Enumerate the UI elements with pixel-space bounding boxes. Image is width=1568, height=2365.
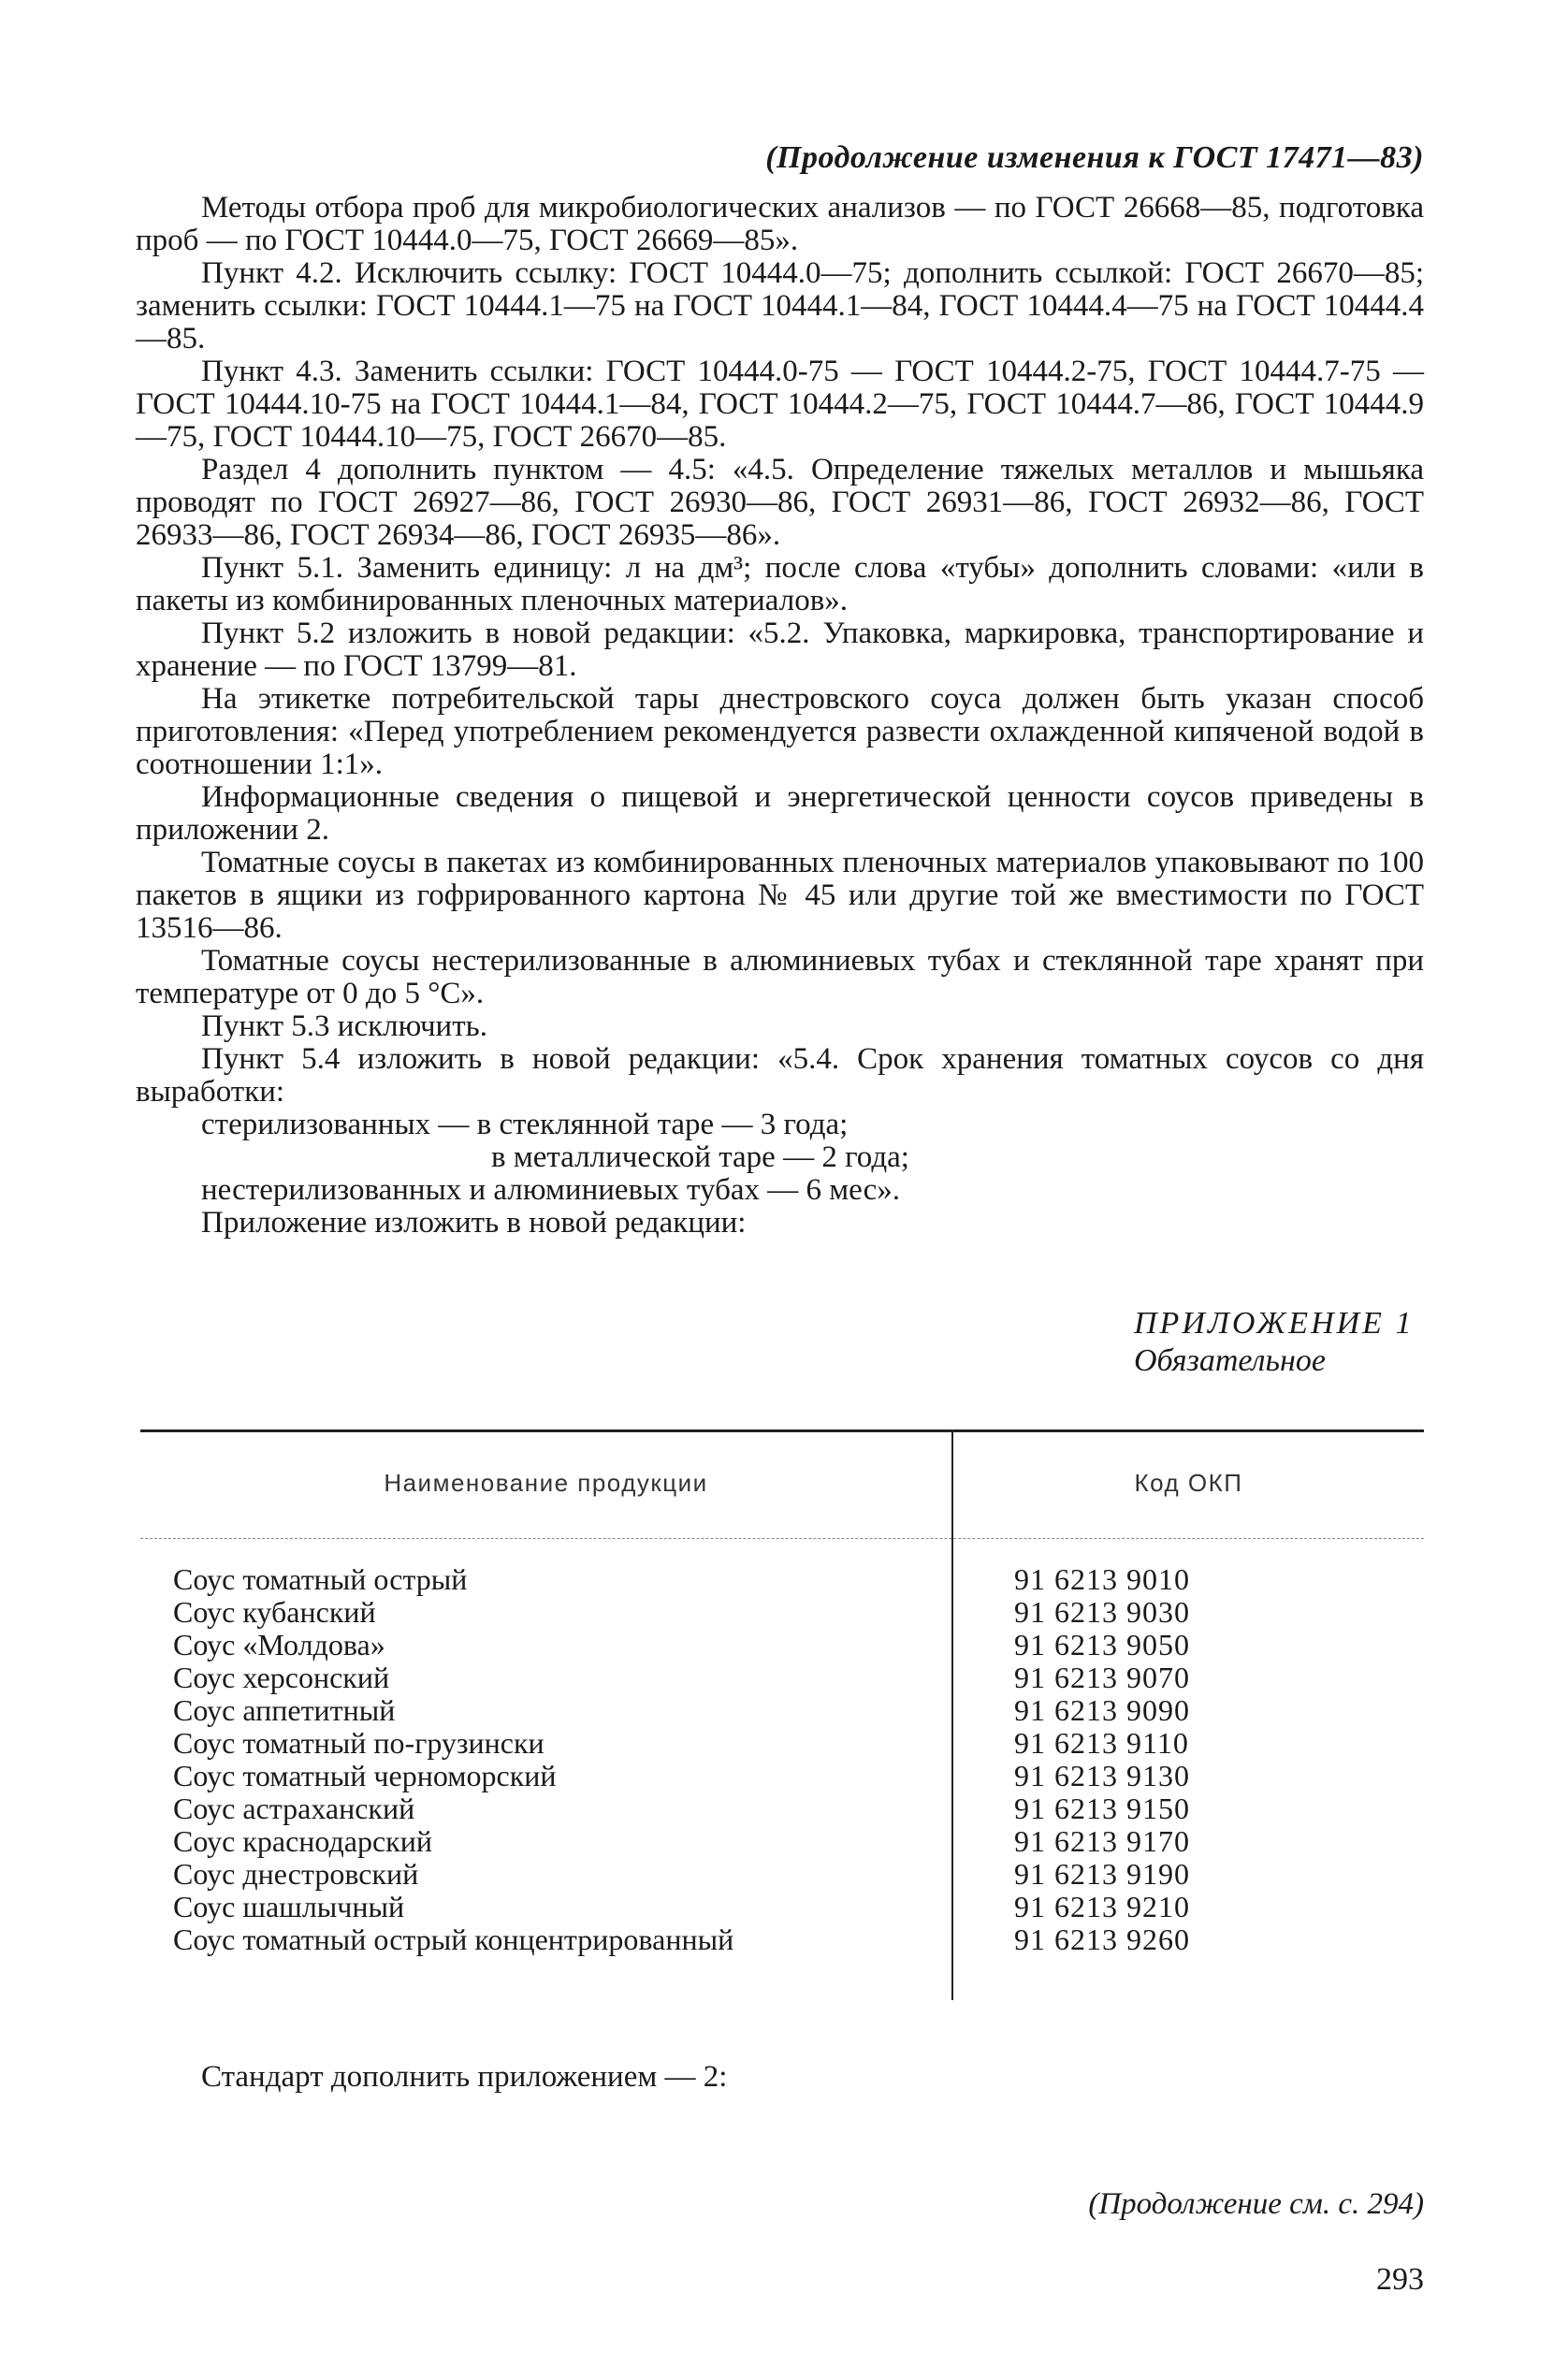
product-name: Соус краснодарский <box>173 1824 432 1858</box>
product-name: Соус днестровский <box>173 1857 419 1891</box>
appendix-subtitle: Обязательное <box>1134 1343 1326 1378</box>
table-header-rule <box>140 1538 1424 1540</box>
paragraph: в металлической таре — 2 года; <box>491 1140 909 1174</box>
paragraph: Пункт 5.3 исключить. <box>201 1009 487 1043</box>
paragraph: нестерилизованных и алюминиевых тубах — 6 мес». <box>201 1173 901 1207</box>
product-name: Соус херсонский <box>173 1661 390 1694</box>
appendix-heading <box>1134 1305 1424 1380</box>
closing-line: Стандарт дополнить приложением — 2: <box>201 2060 728 2094</box>
product-name: Соус томатный острый концентрированный <box>173 1922 734 1956</box>
table-header-name: Наименование продукции <box>384 1469 708 1497</box>
paragraph: На этикетке потребительской тары днестровского соуса должен быть указан способ приготовления: «Перед употреблением рекомендуется развести охлажденной кипяченой водой в соотношении 1:1». <box>136 682 1424 781</box>
paragraph: стерилизованных — в стеклянной таре — 3 года; <box>201 1108 849 1141</box>
table-column-divider <box>951 1429 953 2000</box>
product-name: Соус томатный черноморский <box>173 1759 557 1792</box>
paragraph: Приложение изложить в новой редакции: <box>201 1206 747 1240</box>
product-code: 91 6213 9150 <box>1014 1792 1190 1825</box>
product-code: 91 6213 9210 <box>1014 1890 1190 1923</box>
paragraph: Пункт 4.3. Заменить ссылки: ГОСТ 10444.0-75 — ГОСТ 10444.2-75, ГОСТ 10444.7-75 — ГОСТ 10444.10-75 на ГОСТ 10444.1—84, ГОСТ 10444.2—75, ГОСТ 10444.7—86, ГОСТ 10444.9—75, ГОСТ 10444.10—75, ГОСТ 26670—85. <box>136 355 1424 454</box>
product-code: 91 6213 9170 <box>1014 1824 1190 1858</box>
product-code: 91 6213 9190 <box>1014 1857 1190 1891</box>
paragraph: Методы отбора проб для микробиологических анализов — по ГОСТ 26668—85, подготовка проб — по ГОСТ 10444.0—75, ГОСТ 26669—85». <box>136 191 1424 257</box>
product-name: Соус шашлычный <box>173 1890 405 1923</box>
product-name: Соус аппетитный <box>173 1693 396 1727</box>
product-code: 91 6213 9050 <box>1014 1628 1190 1661</box>
product-name: Соус кубанский <box>173 1595 376 1629</box>
product-name: Соус томатный по-грузински <box>173 1726 544 1760</box>
body-text <box>136 192 1424 1240</box>
product-name: Соус «Молдова» <box>173 1628 385 1661</box>
page-number: 293 <box>1376 2262 1424 2297</box>
product-code: 91 6213 9030 <box>1014 1595 1190 1629</box>
paragraph: Томатные соусы в пакетах из комбинированных пленочных материалов упаковывают по 100 пакетов в ящики из гофрированного картона № 45 или другие той же вместимости по ГОСТ 13516—86. <box>136 846 1424 945</box>
paragraph: Пункт 5.1. Заменить единицу: л на дм³; после слова «тубы» дополнить словами: «или в пакеты из комбинированных пленочных материалов». <box>136 551 1424 617</box>
page-header: (Продолжение изменения к ГОСТ 17471—83) <box>765 140 1424 175</box>
product-code-table <box>140 1429 1424 2000</box>
product-code: 91 6213 9070 <box>1014 1661 1190 1694</box>
paragraph: Информационные сведения о пищевой и энергетической ценности соусов приведены в приложении 2. <box>136 780 1424 847</box>
table-names-column <box>173 1563 733 1956</box>
product-code: 91 6213 9260 <box>1014 1922 1190 1956</box>
appendix-title: ПРИЛОЖЕНИЕ 1 <box>1134 1306 1415 1341</box>
paragraph: Пункт 4.2. Исключить ссылку: ГОСТ 10444.0—75; дополнить ссылкой: ГОСТ 26670—85; заменить ссылки: ГОСТ 10444.1—75 на ГОСТ 10444.1—84, ГОСТ 10444.4—75 на ГОСТ 10444.4—85. <box>136 256 1424 355</box>
continued-note: (Продолжение см. с. 294) <box>1088 2187 1424 2221</box>
paragraph: Раздел 4 дополнить пунктом — 4.5: «4.5. Определение тяжелых металлов и мышьяка проводят по ГОСТ 26927—86, ГОСТ 26930—86, ГОСТ 26931—86, ГОСТ 26932—86, ГОСТ 26933—86, ГОСТ 26934—86, ГОСТ 26935—86». <box>136 453 1424 552</box>
table-top-rule <box>140 1429 1424 1432</box>
product-code: 91 6213 9110 <box>1014 1726 1189 1760</box>
table-codes-column <box>1014 1563 1190 1956</box>
product-name: Соус томатный острый <box>173 1562 468 1596</box>
table-header-code: Код ОКП <box>1134 1469 1243 1497</box>
paragraph: Пункт 5.4 изложить в новой редакции: «5.4. Срок хранения томатных соусов со дня выработки: <box>136 1042 1424 1109</box>
paragraph: Пункт 5.2 изложить в новой редакции: «5.2. Упаковка, маркировка, транспортирование и хранение — по ГОСТ 13799—81. <box>136 617 1424 683</box>
paragraph: Томатные соусы нестерилизованные в алюминиевых тубах и стеклянной таре хранят при температуре от 0 до 5 °С». <box>136 944 1424 1010</box>
product-code: 91 6213 9130 <box>1014 1759 1190 1792</box>
product-name: Соус астраханский <box>173 1792 415 1825</box>
product-code: 91 6213 9010 <box>1014 1562 1190 1596</box>
product-code: 91 6213 9090 <box>1014 1693 1190 1727</box>
